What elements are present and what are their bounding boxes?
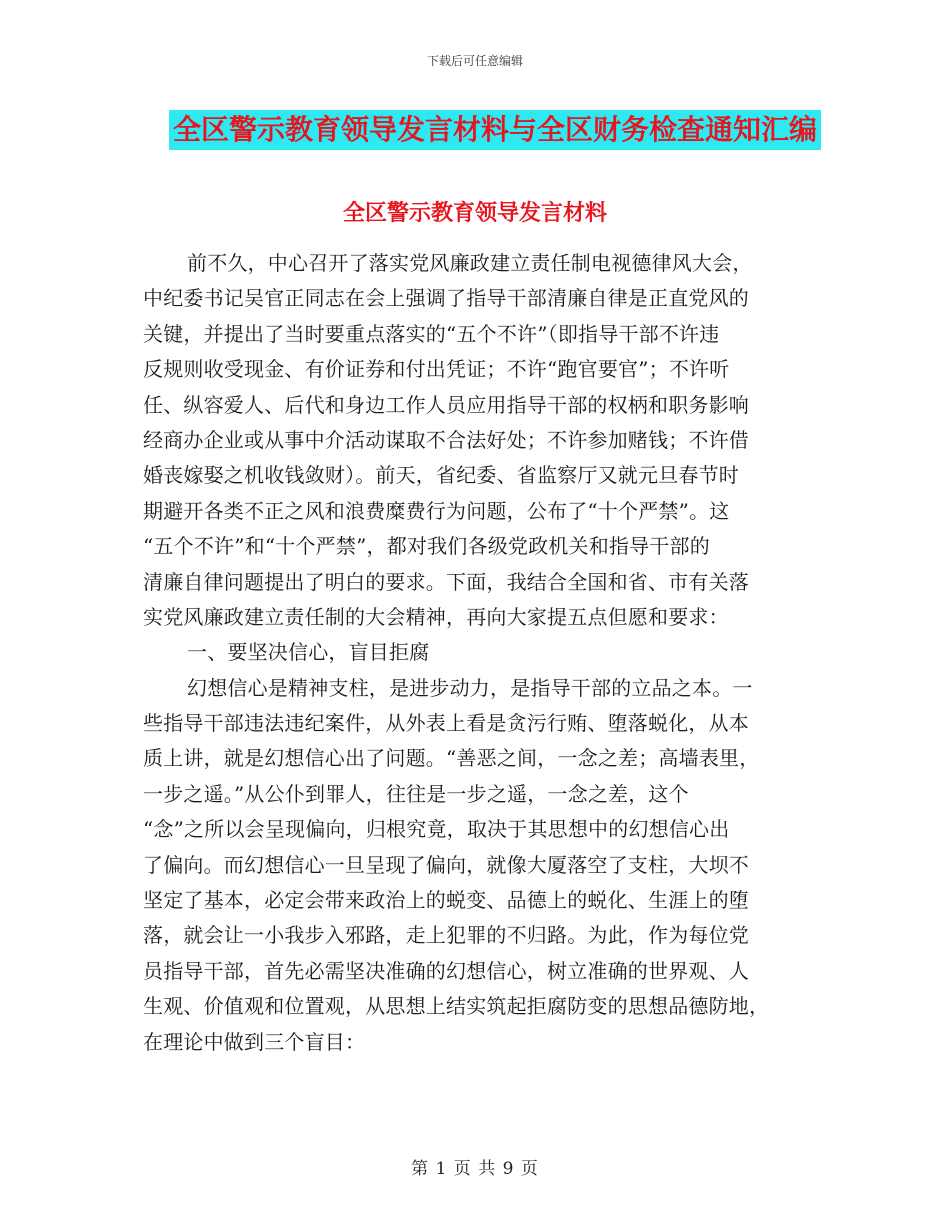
paragraph-line: “念”之所以会呈现偏向，归根究竟，取决于其思想中的幻想信心出 (143, 817, 730, 842)
paragraph-line: 质上讲，就是幻想信心出了问题。“善恶之间，一念之差；高墙表里， (143, 746, 760, 771)
paragraph-line: 期避开各类不正之风和浪费糜费行为问题，公布了“十个严禁”。这 (143, 498, 730, 523)
paragraph-line: 坚定了基本，必定会带来政治上的蜕变、品德上的蜕化、生涯上的堕 (143, 888, 749, 913)
paragraph-line: 反规则收受现金、有价证券和付出凭证；不许“跑官要官”；不许听 (143, 357, 730, 382)
paragraph-line: 员指导干部，首先必需坚决准确的幻想信心，树立准确的世界观、人 (143, 958, 749, 983)
paragraph-line: 了偏向。而幻想信心一旦呈现了偏向，就像大厦落空了支柱，大坝不 (143, 852, 749, 877)
paragraph-line: 些指导干部违法违纪案件，从外表上看是贪污行贿、堕落蜕化，从本 (143, 711, 749, 736)
main-title-container (0, 110, 950, 150)
paragraph-line: 清廉自律问题提出了明白的要求。下面，我结合全国和省、市有关落 (143, 569, 749, 594)
paragraph-line: 实党风廉政建立责任制的大会精神，再向大家提五点但愿和要求： (143, 604, 729, 629)
page-header-note: 下载后可任意编辑 (426, 54, 523, 68)
page-number-footer: 第 1 页 共 9 页 (411, 1159, 539, 1179)
paragraph-line: 幻想信心是精神支柱，是进步动力，是指导干部的立品之本。一 (187, 675, 753, 700)
document-main-title: 全区警示教育领导发言材料与全区财务检查通知汇编 (169, 110, 821, 150)
paragraph-line: “五个不许”和“十个严禁”，都对我们各级党政机关和指导干部的 (143, 534, 710, 559)
paragraph-line: 任、纵容爱人、后代和身边工作人员应用指导干部的权柄和职务影响 (143, 392, 749, 417)
paragraph-line: 前不久，中心召开了落实党风廉政建立责任制电视德律风大会， (187, 251, 753, 275)
subheading-line: 一、要坚决信心，盲目拒腐 (187, 640, 430, 665)
section-title: 全区警示教育领导发言材料 (342, 201, 607, 226)
paragraph-line: 婚丧嫁娶之机收钱敛财）。前天，省纪委、省监察厅又就元旦春节时 (143, 463, 739, 488)
paragraph-line: 一步之遥。”从公仆到罪人，往往是一步之遥，一念之差，这个 (143, 781, 689, 806)
paragraph-line: 在理论中做到三个盲目： (143, 1029, 366, 1054)
document-body (143, 246, 803, 1060)
paragraph-line: 生观、价值观和位置观，从思想上结实筑起拒腐防变的思想品德防地， (143, 994, 770, 1019)
paragraph-line: 中纪委书记吴官正同志在会上强调了指导干部清廉自律是正直党风的 (143, 286, 749, 311)
paragraph-line: 落，就会让一小我步入邪路，走上犯罪的不归路。为此，作为每位党 (143, 923, 749, 948)
paragraph-line: 关键，并提出了当时要重点落实的“五个不许”（即指导干部不许违 (143, 321, 720, 346)
paragraph-line: 经商办企业或从事中介活动谋取不合法好处；不许参加赌钱；不许借 (143, 427, 749, 452)
